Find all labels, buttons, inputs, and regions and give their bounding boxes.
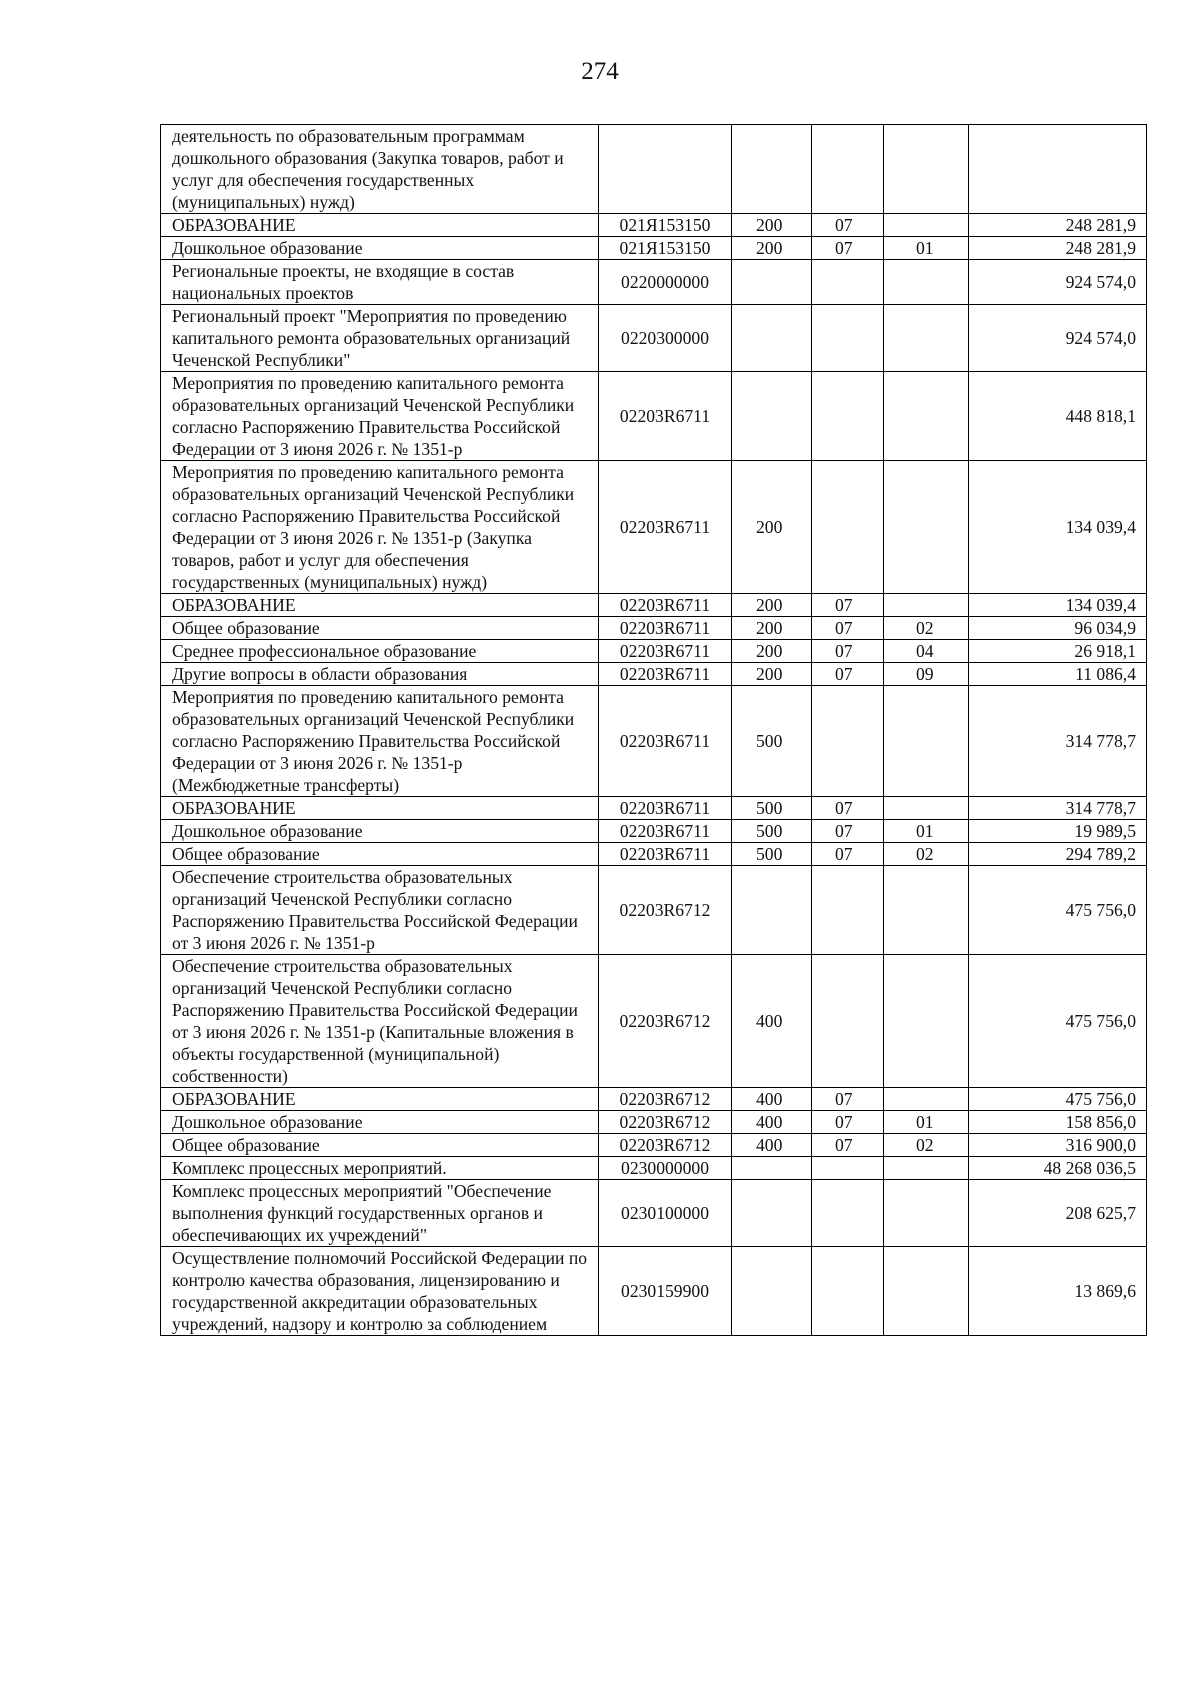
row-section-cell: 07 — [812, 1134, 884, 1157]
row-subsection-cell: 01 — [884, 1111, 969, 1134]
row-name-cell: Региональные проекты, не входящие в состав национальных проектов — [161, 260, 599, 305]
row-section-cell — [812, 1247, 884, 1336]
row-expense-type-cell — [732, 125, 812, 214]
row-subsection-cell — [884, 305, 969, 372]
row-name-cell: ОБРАЗОВАНИЕ — [161, 797, 599, 820]
row-section-cell: 07 — [812, 640, 884, 663]
row-target-code-cell: 02203R6711 — [599, 594, 732, 617]
row-target-code-cell: 0230000000 — [599, 1157, 732, 1180]
row-name-cell: Дошкольное образование — [161, 820, 599, 843]
table-row — [161, 214, 1147, 237]
row-section-cell — [812, 1157, 884, 1180]
row-name-cell: ОБРАЗОВАНИЕ — [161, 214, 599, 237]
row-target-code-cell — [599, 125, 732, 214]
row-subsection-cell: 02 — [884, 843, 969, 866]
row-expense-type-cell — [732, 372, 812, 461]
table-row — [161, 260, 1147, 305]
row-section-cell: 07 — [812, 843, 884, 866]
row-section-cell — [812, 260, 884, 305]
row-section-cell — [812, 866, 884, 955]
row-subsection-cell — [884, 1247, 969, 1336]
table-row — [161, 797, 1147, 820]
row-target-code-cell: 0230100000 — [599, 1180, 732, 1247]
row-name-cell: Мероприятия по проведению капитального ремонта образовательных организаций Чеченской Республики согласно Распоряжению Правительства Российской Федерации от 3 июня 2026 г. № 1351-р (Межбюджетные трансферты) — [161, 686, 599, 797]
row-amount-cell: 475 756,0 — [969, 955, 1147, 1088]
row-subsection-cell: 09 — [884, 663, 969, 686]
table-row — [161, 594, 1147, 617]
row-amount-cell: 314 778,7 — [969, 686, 1147, 797]
row-section-cell — [812, 1180, 884, 1247]
row-subsection-cell — [884, 260, 969, 305]
row-section-cell — [812, 372, 884, 461]
row-subsection-cell — [884, 866, 969, 955]
row-target-code-cell: 021Я153150 — [599, 237, 732, 260]
row-subsection-cell: 01 — [884, 237, 969, 260]
table-row — [161, 1180, 1147, 1247]
row-target-code-cell: 02203R6711 — [599, 843, 732, 866]
table-row — [161, 1134, 1147, 1157]
row-name-cell: ОБРАЗОВАНИЕ — [161, 594, 599, 617]
row-section-cell: 07 — [812, 594, 884, 617]
row-name-cell: деятельность по образовательным программам дошкольного образования (Закупка товаров, работ и услуг для обеспечения государственных (муниципальных) нужд) — [161, 125, 599, 214]
row-section-cell: 07 — [812, 237, 884, 260]
table-row — [161, 1247, 1147, 1336]
row-target-code-cell: 02203R6712 — [599, 1088, 732, 1111]
row-target-code-cell: 021Я153150 — [599, 214, 732, 237]
row-section-cell — [812, 125, 884, 214]
table-row — [161, 1157, 1147, 1180]
row-section-cell: 07 — [812, 617, 884, 640]
row-target-code-cell: 02203R6711 — [599, 820, 732, 843]
table-row — [161, 663, 1147, 686]
table-row — [161, 617, 1147, 640]
row-name-cell: Комплекс процессных мероприятий. — [161, 1157, 599, 1180]
row-amount-cell: 96 034,9 — [969, 617, 1147, 640]
row-target-code-cell: 02203R6711 — [599, 797, 732, 820]
row-name-cell: Среднее профессиональное образование — [161, 640, 599, 663]
row-target-code-cell: 02203R6712 — [599, 955, 732, 1088]
row-expense-type-cell: 400 — [732, 1088, 812, 1111]
row-target-code-cell: 02203R6711 — [599, 372, 732, 461]
row-amount-cell: 294 789,2 — [969, 843, 1147, 866]
row-expense-type-cell: 500 — [732, 843, 812, 866]
row-subsection-cell — [884, 1088, 969, 1111]
row-subsection-cell — [884, 686, 969, 797]
row-subsection-cell — [884, 214, 969, 237]
row-amount-cell: 248 281,9 — [969, 237, 1147, 260]
row-target-code-cell: 02203R6711 — [599, 461, 732, 594]
row-expense-type-cell: 200 — [732, 663, 812, 686]
row-name-cell: Обеспечение строительства образовательных организаций Чеченской Республики согласно Распоряжению Правительства Российской Федерации от 3 июня 2026 г. № 1351-р — [161, 866, 599, 955]
table-row — [161, 1088, 1147, 1111]
table-row — [161, 843, 1147, 866]
row-name-cell: Комплекс процессных мероприятий "Обеспечение выполнения функций государственных органов и обеспечивающих их учреждений" — [161, 1180, 599, 1247]
row-expense-type-cell: 500 — [732, 797, 812, 820]
row-subsection-cell: 04 — [884, 640, 969, 663]
row-amount-cell — [969, 125, 1147, 214]
row-expense-type-cell — [732, 866, 812, 955]
row-expense-type-cell: 400 — [732, 1134, 812, 1157]
row-target-code-cell: 02203R6711 — [599, 663, 732, 686]
row-subsection-cell — [884, 1180, 969, 1247]
row-section-cell — [812, 686, 884, 797]
row-expense-type-cell: 400 — [732, 955, 812, 1088]
row-target-code-cell: 02203R6712 — [599, 1111, 732, 1134]
row-target-code-cell: 02203R6711 — [599, 617, 732, 640]
row-name-cell: Осуществление полномочий Российской Федерации по контролю качества образования, лицензированию и государственной аккредитации образовательных учреждений, надзору и контролю за соблюдением — [161, 1247, 599, 1336]
row-section-cell: 07 — [812, 797, 884, 820]
row-amount-cell: 158 856,0 — [969, 1111, 1147, 1134]
row-amount-cell: 13 869,6 — [969, 1247, 1147, 1336]
row-target-code-cell: 0230159900 — [599, 1247, 732, 1336]
table-row — [161, 820, 1147, 843]
row-name-cell: Мероприятия по проведению капитального ремонта образовательных организаций Чеченской Республики согласно Распоряжению Правительства Российской Федерации от 3 июня 2026 г. № 1351-р — [161, 372, 599, 461]
table-row — [161, 640, 1147, 663]
table-row — [161, 1111, 1147, 1134]
row-amount-cell: 26 918,1 — [969, 640, 1147, 663]
row-subsection-cell — [884, 797, 969, 820]
table-row — [161, 866, 1147, 955]
row-amount-cell: 475 756,0 — [969, 1088, 1147, 1111]
row-target-code-cell: 02203R6711 — [599, 640, 732, 663]
row-subsection-cell — [884, 461, 969, 594]
row-amount-cell: 134 039,4 — [969, 594, 1147, 617]
row-name-cell: Общее образование — [161, 1134, 599, 1157]
row-expense-type-cell: 400 — [732, 1111, 812, 1134]
row-amount-cell: 314 778,7 — [969, 797, 1147, 820]
row-subsection-cell — [884, 125, 969, 214]
row-expense-type-cell: 500 — [732, 820, 812, 843]
row-expense-type-cell: 500 — [732, 686, 812, 797]
row-section-cell — [812, 461, 884, 594]
row-subsection-cell — [884, 594, 969, 617]
row-target-code-cell: 02203R6712 — [599, 866, 732, 955]
row-subsection-cell — [884, 372, 969, 461]
row-section-cell: 07 — [812, 1111, 884, 1134]
row-subsection-cell: 02 — [884, 1134, 969, 1157]
row-expense-type-cell — [732, 1247, 812, 1336]
row-name-cell: Мероприятия по проведению капитального ремонта образовательных организаций Чеченской Республики согласно Распоряжению Правительства Российской Федерации от 3 июня 2026 г. № 1351-р (Закупка товаров, работ и услуг для обеспечения государственных (муниципальных) нужд) — [161, 461, 599, 594]
row-target-code-cell: 02203R6712 — [599, 1134, 732, 1157]
row-amount-cell: 134 039,4 — [969, 461, 1147, 594]
table-row — [161, 372, 1147, 461]
row-section-cell: 07 — [812, 1088, 884, 1111]
row-target-code-cell: 02203R6711 — [599, 686, 732, 797]
row-amount-cell: 448 818,1 — [969, 372, 1147, 461]
row-section-cell: 07 — [812, 214, 884, 237]
row-name-cell: Общее образование — [161, 843, 599, 866]
row-expense-type-cell: 200 — [732, 640, 812, 663]
row-expense-type-cell — [732, 1157, 812, 1180]
row-amount-cell: 924 574,0 — [969, 260, 1147, 305]
row-expense-type-cell — [732, 305, 812, 372]
row-amount-cell: 248 281,9 — [969, 214, 1147, 237]
row-name-cell: Дошкольное образование — [161, 1111, 599, 1134]
row-amount-cell: 208 625,7 — [969, 1180, 1147, 1247]
row-expense-type-cell: 200 — [732, 461, 812, 594]
row-subsection-cell: 01 — [884, 820, 969, 843]
row-target-code-cell: 0220000000 — [599, 260, 732, 305]
table-row — [161, 955, 1147, 1088]
row-name-cell: Обеспечение строительства образовательных организаций Чеченской Республики согласно Распоряжению Правительства Российской Федерации от 3 июня 2026 г. № 1351-р (Капитальные вложения в объекты государственной (муниципальной) собственности) — [161, 955, 599, 1088]
row-name-cell: ОБРАЗОВАНИЕ — [161, 1088, 599, 1111]
row-expense-type-cell — [732, 260, 812, 305]
row-amount-cell: 316 900,0 — [969, 1134, 1147, 1157]
table-row — [161, 305, 1147, 372]
row-amount-cell: 48 268 036,5 — [969, 1157, 1147, 1180]
table-row — [161, 686, 1147, 797]
row-section-cell: 07 — [812, 820, 884, 843]
row-target-code-cell: 0220300000 — [599, 305, 732, 372]
row-expense-type-cell — [732, 1180, 812, 1247]
table-row — [161, 125, 1147, 214]
row-name-cell: Общее образование — [161, 617, 599, 640]
row-amount-cell: 475 756,0 — [969, 866, 1147, 955]
row-section-cell — [812, 955, 884, 1088]
row-amount-cell: 19 989,5 — [969, 820, 1147, 843]
table-row — [161, 237, 1147, 260]
row-name-cell: Региональный проект "Мероприятия по проведению капитального ремонта образовательных организаций Чеченской Республики" — [161, 305, 599, 372]
budget-table — [160, 124, 1147, 1336]
row-subsection-cell: 02 — [884, 617, 969, 640]
table-row — [161, 461, 1147, 594]
row-name-cell: Дошкольное образование — [161, 237, 599, 260]
row-subsection-cell — [884, 1157, 969, 1180]
row-amount-cell: 924 574,0 — [969, 305, 1147, 372]
row-expense-type-cell: 200 — [732, 214, 812, 237]
row-amount-cell: 11 086,4 — [969, 663, 1147, 686]
row-subsection-cell — [884, 955, 969, 1088]
row-section-cell: 07 — [812, 663, 884, 686]
row-section-cell — [812, 305, 884, 372]
row-name-cell: Другие вопросы в области образования — [161, 663, 599, 686]
row-expense-type-cell: 200 — [732, 594, 812, 617]
row-expense-type-cell: 200 — [732, 617, 812, 640]
page-number: 274 — [581, 58, 619, 85]
row-expense-type-cell: 200 — [732, 237, 812, 260]
